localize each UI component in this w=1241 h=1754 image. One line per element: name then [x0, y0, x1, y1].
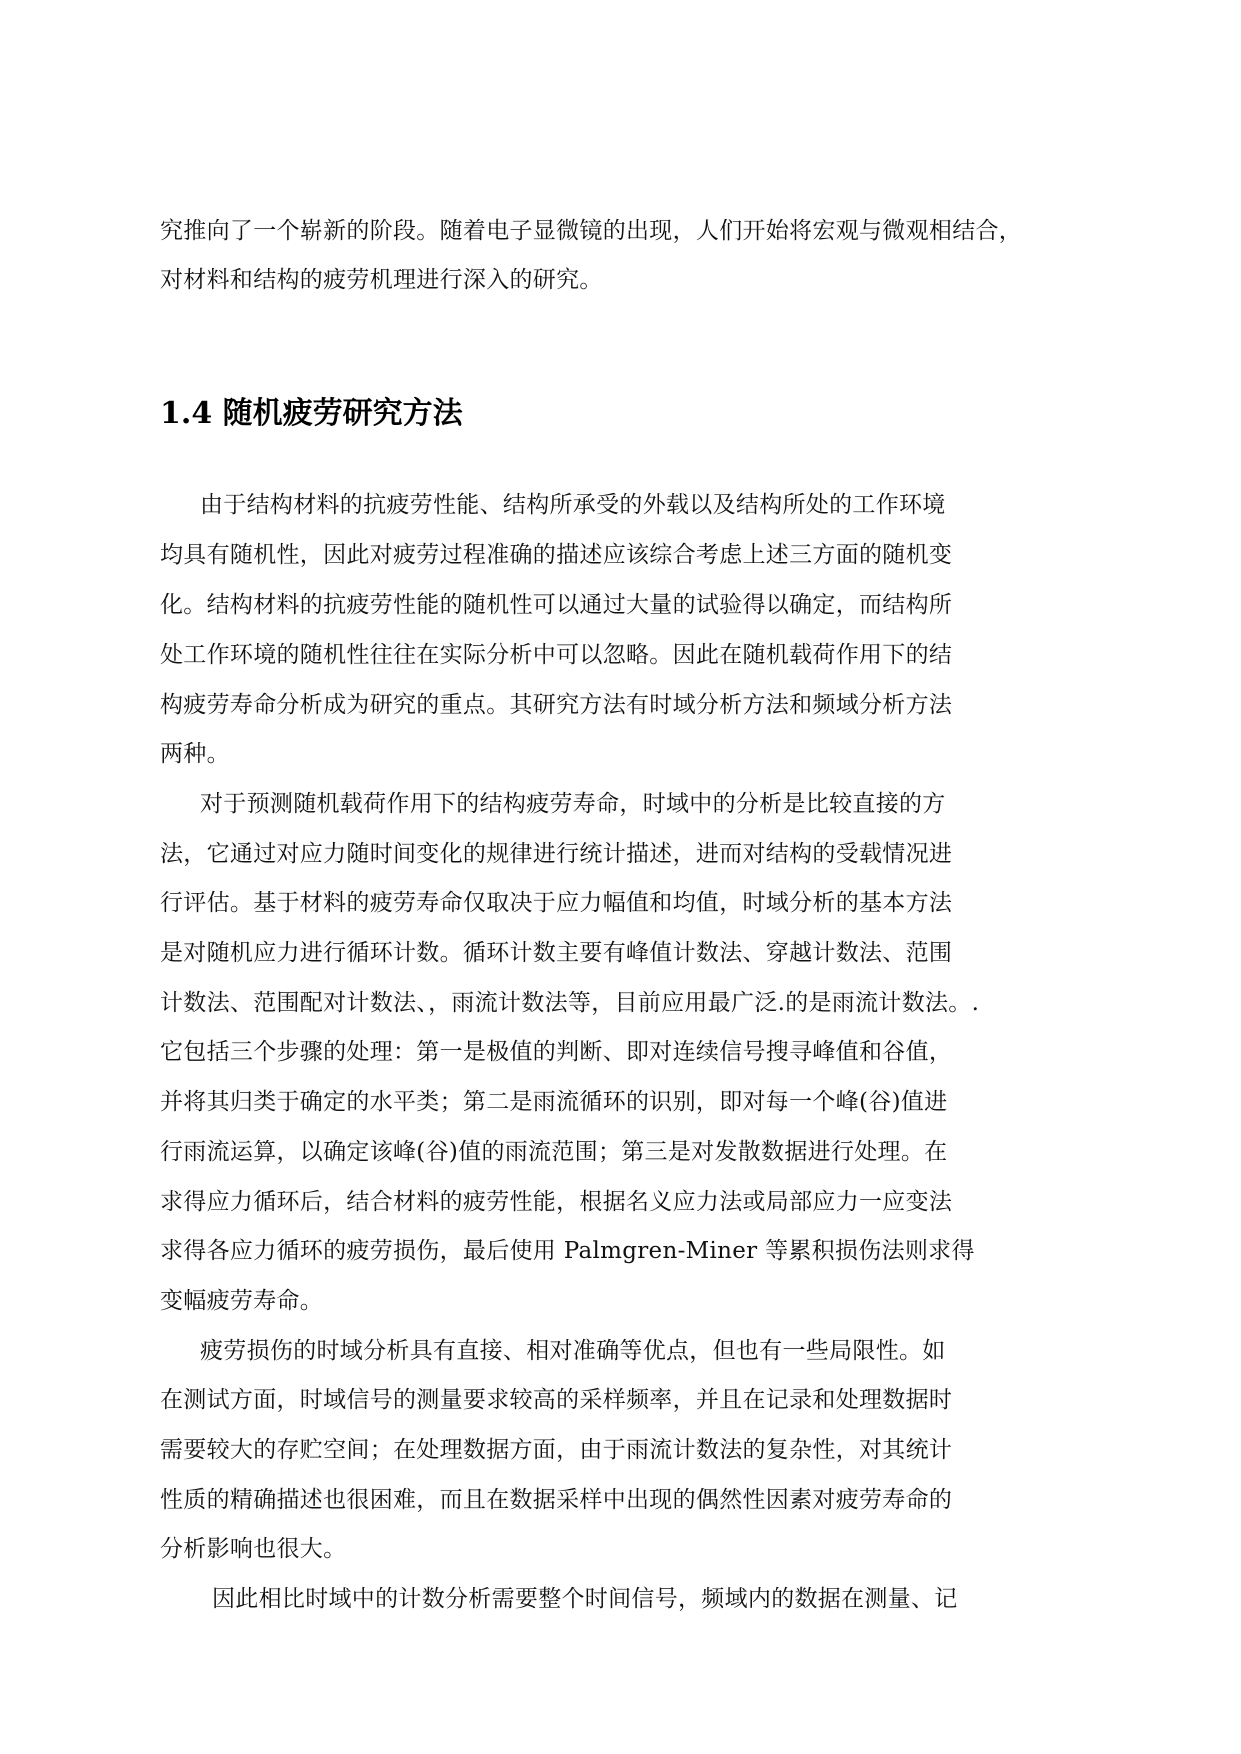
paragraph1-line-4: 处工作环境的随机性往往在实际分析中可以忽略。因此在随机载荷作用下的结 — [160, 642, 953, 668]
paragraph2-line-10: 求得各应力循环的疲劳损伤，最后使用 Palmgren-Miner 等累积损伤法则求得 — [160, 1238, 975, 1264]
paragraph2-line-8: 行雨流运算，以确定该峰(谷)值的雨流范围；第三是对发散数据进行处理。在 — [160, 1139, 948, 1165]
paragraph1-line-6: 两种。 — [160, 741, 230, 767]
paragraph1-line-2: 均具有随机性，因此对疲劳过程准确的描述应该综合考虑上述三方面的随机变 — [160, 542, 953, 568]
paragraph3-line-2: 在测试方面，时域信号的测量要求较高的采样频率，并且在记录和处理数据时 — [160, 1387, 953, 1413]
paragraph2-line-1: 对于预测随机载荷作用下的结构疲劳寿命，时域中的分析是比较直接的方 — [200, 791, 946, 817]
paragraph4-line-1: 因此相比时域中的计数分析需要整个时间信号，频域内的数据在测量、记 — [212, 1586, 958, 1612]
paragraph2-line-5: 计数法、范围配对计数法、，雨流计数法等，目前应用最广泛.的是雨流计数法。. — [160, 990, 980, 1016]
paragraph2-line-7: 并将其归类于确定的水平类；第二是雨流循环的识别，即对每一个峰(谷)值进 — [160, 1089, 948, 1115]
paragraph2-line-11: 变幅疲劳寿命。 — [160, 1288, 324, 1314]
paragraph1-line-5: 构疲劳寿命分析成为研究的重点。其研究方法有时域分析方法和频域分析方法 — [160, 692, 953, 718]
paragraph3-line-1: 疲劳损伤的时域分析具有直接、相对准确等优点，但也有一些局限性。如 — [200, 1338, 946, 1364]
paragraph2-line-9: 求得应力循环后，结合材料的疲劳性能，根据名义应力法或局部应力一应变法 — [160, 1189, 953, 1215]
paragraph3-line-3: 需要较大的存贮空间；在处理数据方面，由于雨流计数法的复杂性，对其统计 — [160, 1437, 953, 1463]
intro-line-1: 究推向了一个崭新的阶段。随着电子显微镜的出现，人们开始将宏观与微观相结合， — [160, 218, 1023, 244]
paragraph2-line-4: 是对随机应力进行循环计数。循环计数主要有峰值计数法、穿越计数法、范围 — [160, 940, 953, 966]
paragraph1-line-3: 化。结构材料的抗疲劳性能的随机性可以通过大量的试验得以确定，而结构所 — [160, 592, 953, 618]
paragraph3-line-5: 分析影响也很大。 — [160, 1536, 347, 1562]
paragraph2-line-3: 行评估。基于材料的疲劳寿命仅取决于应力幅值和均值，时域分析的基本方法 — [160, 890, 953, 916]
intro-line-2: 对材料和结构的疲劳机理进行深入的研究。 — [160, 267, 603, 293]
paragraph1-line-1: 由于结构材料的抗疲劳性能、结构所承受的外载以及结构所处的工作环境 — [200, 492, 946, 518]
paragraph3-line-4: 性质的精确描述也很困难，而且在数据采样中出现的偶然性因素对疲劳寿命的 — [160, 1487, 953, 1513]
paragraph2-line-2: 法，它通过对应力随时间变化的规律进行统计描述，进而对结构的受载情况进 — [160, 841, 953, 867]
paragraph2-line-6: 它包括三个步骤的处理：第一是极值的判断、即对连续信号搜寻峰值和谷值， — [160, 1039, 953, 1065]
section-heading: 1.4 随机疲劳研究方法 — [160, 396, 463, 431]
